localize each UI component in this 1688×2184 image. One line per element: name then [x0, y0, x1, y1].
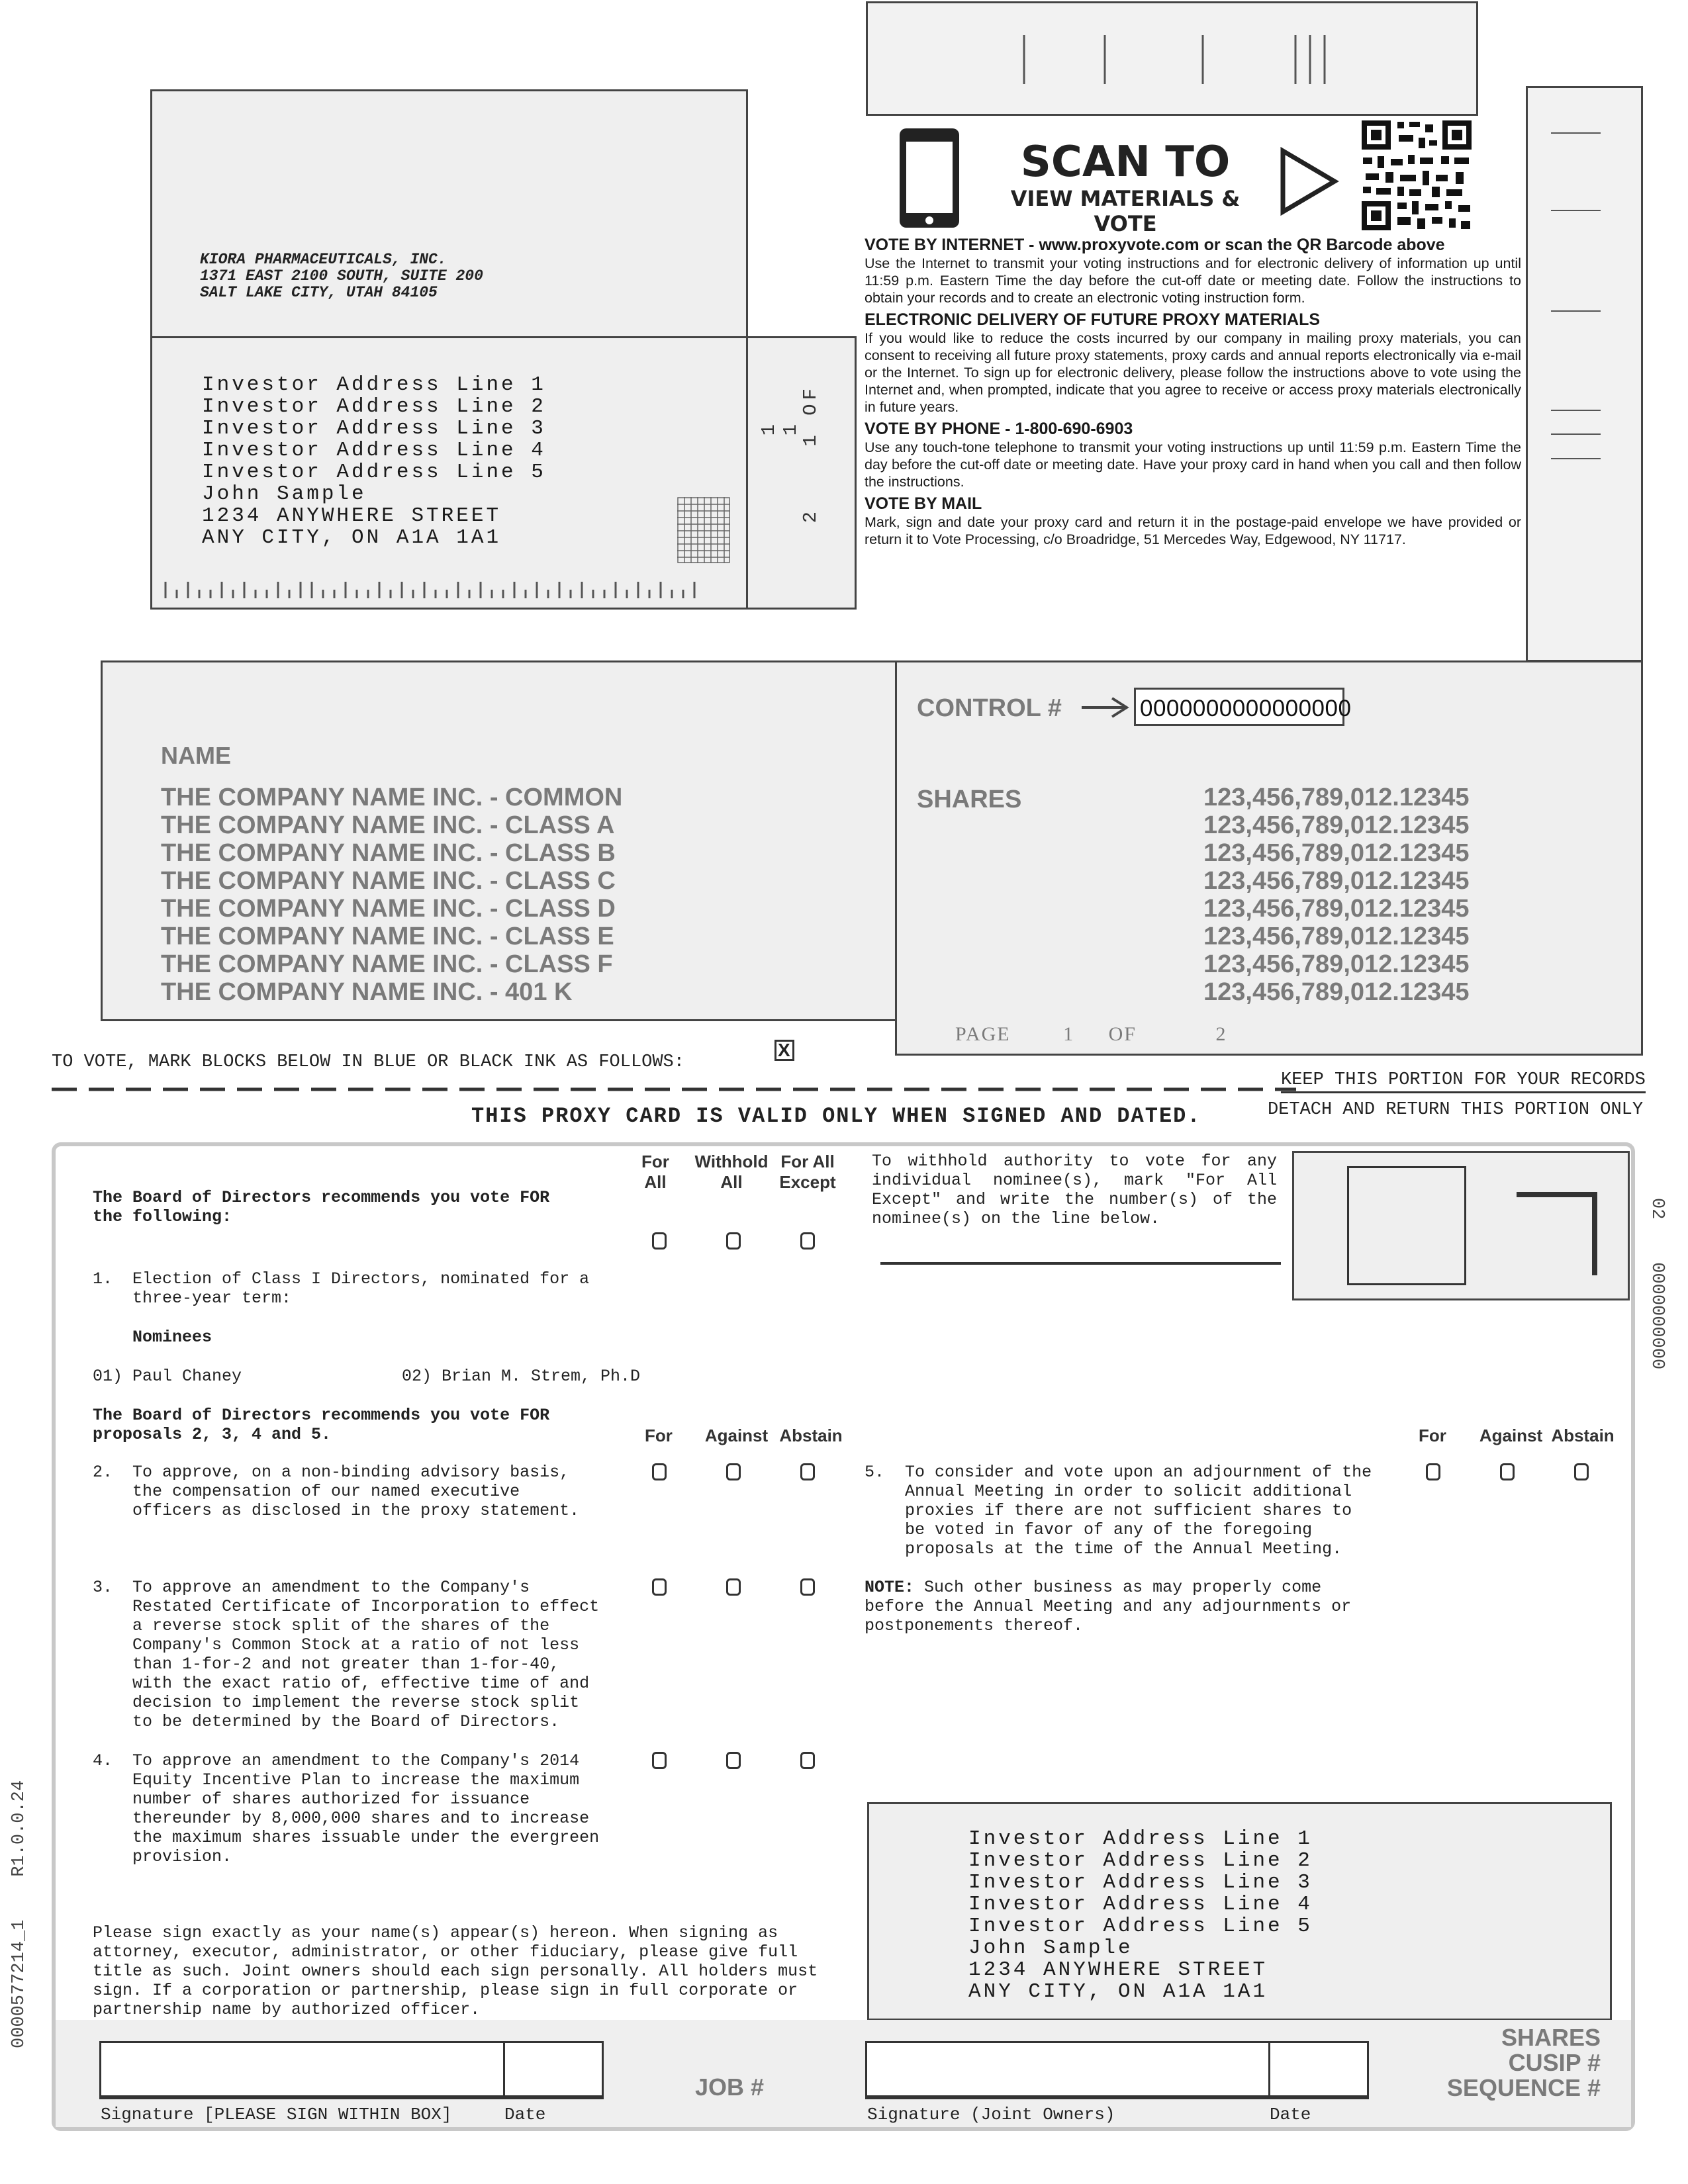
instruction-phone: [865, 420, 1521, 490]
company-name: THE COMPANY NAME INC. - COMMON: [161, 784, 623, 811]
item-3-abstain-checkbox[interactable]: [800, 1578, 815, 1596]
nominee-exception-line[interactable]: [880, 1262, 1281, 1265]
item-4-number: 4.: [93, 1751, 113, 1770]
share-amount: 123,456,789,012.12345: [1203, 811, 1470, 839]
note-label: NOTE:: [865, 1578, 915, 1597]
investor-line: Investor Address Line 5: [202, 461, 546, 484]
mark-example: X: [778, 1040, 790, 1060]
name-label: NAME: [161, 742, 231, 769]
barcode-corner-panel: [1292, 1151, 1630, 1300]
item-5-for-checkbox[interactable]: [1426, 1463, 1440, 1480]
control-number-box: [1134, 688, 1352, 726]
item-2-number: 2.: [93, 1463, 113, 1482]
mark-instruction: TO VOTE, MARK BLOCKS BELOW IN BLUE OR BLACK INK AS FOLLOWS:: [52, 1052, 684, 1072]
withhold-all-checkbox[interactable]: [726, 1232, 741, 1250]
instruction-text: Use the Internet to transmit your voting instructions and for electronic delivery of information up until 11:59 p.m. Eastern Time the day before the cut-off date or meeting date. Follow the instructions to obtain your records and to create an electronic voting instruction form.: [865, 255, 1521, 306]
share-amount: 123,456,789,012.12345: [1203, 784, 1470, 811]
page-indicator: [955, 1023, 1227, 1046]
instruction-heading: VOTE BY INTERNET - www.proxyvote.com or scan the QR Barcode above: [865, 236, 1445, 254]
shares-footer-label: SHARES: [1501, 2024, 1601, 2051]
company-name: THE COMPANY NAME INC. - CLASS F: [161, 950, 613, 978]
company-name: THE COMPANY NAME INC. - CLASS A: [161, 811, 615, 839]
investor-line: John Sample: [202, 482, 367, 506]
barcode-marks: [868, 3, 1480, 118]
col-withhold-all: Withhold All: [694, 1152, 769, 1192]
detach-portion-label: DETACH AND RETURN THIS PORTION ONLY: [1268, 1100, 1644, 1120]
shares-cusip-sequence: [1390, 2025, 1601, 2101]
item-2-against-checkbox[interactable]: [726, 1463, 741, 1480]
instruction-heading: VOTE BY MAIL: [865, 494, 982, 513]
col-against: Against: [704, 1426, 769, 1445]
scan-to-subtitle: VIEW MATERIALS & VOTE: [1010, 186, 1241, 236]
share-amount: 123,456,789,012.12345: [1203, 923, 1470, 950]
item-5-abstain-checkbox[interactable]: [1574, 1463, 1589, 1480]
investor-address-window: [150, 336, 748, 610]
col-for-all: For All: [641, 1152, 669, 1192]
investor-line: Investor Address Line 5: [968, 1915, 1313, 1938]
note-text: Such other business as may properly come before the Annual Meeting and any adjournments or postponements thereof.: [865, 1578, 1352, 1635]
share-amount: 123,456,789,012.12345: [1203, 978, 1470, 1006]
sheet-count-total: 2: [800, 512, 821, 523]
date-box[interactable]: [503, 2041, 604, 2099]
sheet-counter-panel: [746, 336, 857, 610]
holdings-name-panel: [101, 660, 897, 1021]
withhold-instruction: To withhold authority to vote for any individual nominee(s), mark "For All Except" and write the number(s) of the nominee(s) on the line below.: [872, 1152, 1277, 1228]
instruction-electronic-delivery: [865, 310, 1521, 416]
instruction-heading: VOTE BY PHONE - 1-800-690-6903: [865, 420, 1133, 438]
investor-address-block: [202, 374, 546, 549]
cusip-label: CUSIP #: [1508, 2049, 1601, 2076]
control-label: CONTROL #: [917, 694, 1062, 722]
investor-line: 1234 ANYWHERE STREET: [968, 1958, 1268, 1981]
share-amount: 123,456,789,012.12345: [1203, 895, 1470, 923]
smartphone-icon: [897, 126, 963, 232]
signature-label: Signature [PLEASE SIGN WITHIN BOX]: [101, 2105, 452, 2124]
note: [865, 1578, 1351, 1635]
play-arrow-icon: [1278, 147, 1340, 216]
signature-box[interactable]: [99, 2041, 505, 2099]
instruction-internet: [865, 236, 1521, 306]
corner-square: [1347, 1166, 1466, 1285]
return-address-window: [867, 1802, 1612, 2021]
col-abstain: Abstain: [779, 1426, 843, 1445]
return-address-block: [968, 1828, 1313, 2003]
investor-line: Investor Address Line 1: [202, 373, 546, 396]
share-amount: 123,456,789,012.12345: [1203, 950, 1470, 978]
col-for: For: [645, 1426, 673, 1445]
nominee-1: 01) Paul Chaney: [93, 1367, 242, 1386]
shares-label: SHARES: [917, 786, 1022, 813]
holdings-shares-panel: [895, 660, 1643, 1056]
shares-list: [1203, 784, 1470, 1006]
item-3-against-checkbox[interactable]: [726, 1578, 741, 1596]
instruction-mail: [865, 494, 1521, 548]
corner-bracket: [1513, 1189, 1605, 1282]
investor-line: Investor Address Line 3: [968, 1871, 1313, 1894]
for-all-checkbox[interactable]: [652, 1232, 667, 1250]
mark-example-box: [774, 1040, 794, 1061]
voting-instructions: [865, 236, 1521, 548]
item-5-against-checkbox[interactable]: [1500, 1463, 1515, 1480]
item-3-number: 3.: [93, 1578, 113, 1597]
page-of: OF: [1108, 1023, 1137, 1045]
investor-line: Investor Address Line 2: [202, 395, 546, 418]
page-current: 1: [1063, 1023, 1075, 1045]
company-name: THE COMPANY NAME INC. - CLASS D: [161, 895, 616, 923]
item-3-text: To approve an amendment to the Company's Restated Certificate of Incorporation to effect a reverse stock split of the shares of the Company's Common Stock at a ratio of not less than 1-for-2 and not greater than 1-for-40, with the exact ratio of, effective time of and decision to implement the reverse stock split to be determined by the Board of Directors.: [132, 1578, 600, 1731]
nominees-label: Nominees: [132, 1328, 212, 1347]
investor-line: Investor Address Line 2: [968, 1849, 1313, 1872]
issuer-address-line-1: 1371 EAST 2100 SOUTH, SUITE 200: [200, 267, 483, 285]
item-5-number: 5.: [865, 1463, 885, 1482]
control-number: 0000000000000000: [1140, 696, 1352, 721]
postal-barcode: [162, 575, 725, 602]
col-for-all-except: For All Except: [779, 1152, 836, 1192]
arrow-right-icon: [1079, 694, 1132, 721]
issuer-name: KIORA PHARMACEUTICALS, INC.: [200, 251, 447, 268]
instruction-text: Use any touch-tone telephone to transmit your voting instructions up until 11:59 p.m. Eastern Time the day before the cut-off date or meeting date. Have your proxy card in hand when you call and then follow the instructions.: [865, 439, 1521, 490]
col-for-right: For: [1419, 1426, 1446, 1445]
joint-date-label: Date: [1270, 2105, 1311, 2124]
joint-signature-label: Signature (Joint Owners): [867, 2105, 1115, 2124]
instruction-text: If you would like to reduce the costs incurred by our company in mailing proxy materials, you can consent to receiving all future proxy statements, proxy cards and annual reports electronically via e-mail or the Internet. To sign up for electronic delivery, please follow the instructions above to vote using the Internet and, when prompted, indicate that you agree to receive or access proxy materials electronically in future years.: [865, 330, 1521, 415]
item-5-text: To consider and vote upon an adjournment of the Annual Meeting in order to solicit additional proxies if there are not sufficient shares to be voted in favor of any of the foregoing proposals at the time of the Annual Meeting.: [905, 1463, 1372, 1559]
investor-line: John Sample: [968, 1936, 1133, 1960]
right-tick-strip: [1526, 86, 1643, 662]
job-number-label: JOB #: [695, 2073, 765, 2101]
investor-line: 1234 ANYWHERE STREET: [202, 504, 502, 527]
instruction-text: Mark, sign and date your proxy card and return it in the postage-paid envelope we have provided or return it to Vote Processing, c/o Broadridge, 51 Mercedes Way, Edgewood, NY 11717.: [865, 514, 1521, 547]
item-4-against-checkbox[interactable]: [726, 1752, 741, 1769]
sheet-count-1-of: 1 OF: [800, 385, 821, 447]
for-all-except-checkbox[interactable]: [800, 1232, 815, 1250]
item-2-text: To approve, on a non-binding advisory basis, the compensation of our named executive officers as disclosed in the proxy statement.: [132, 1463, 580, 1520]
issuer-address-line-2: SALT LAKE CITY, UTAH 84105: [200, 284, 438, 301]
item-3-for-checkbox[interactable]: [652, 1578, 667, 1596]
joint-signature-box[interactable]: [865, 2041, 1270, 2099]
scan-to-title: SCAN TO: [1020, 138, 1231, 187]
company-name: THE COMPANY NAME INC. - 401 K: [161, 978, 573, 1006]
company-name: THE COMPANY NAME INC. - CLASS E: [161, 923, 614, 950]
item-1-number: 1.: [93, 1269, 113, 1289]
qr-code: [1359, 118, 1475, 234]
sequence-label: SEQUENCE #: [1446, 2074, 1601, 2101]
investor-line: Investor Address Line 1: [968, 1827, 1313, 1850]
instruction-heading: ELECTRONIC DELIVERY OF FUTURE PROXY MATERIALS: [865, 310, 1321, 329]
date-label: Date: [504, 2105, 546, 2124]
company-list: [161, 784, 622, 1006]
investor-line: Investor Address Line 4: [202, 439, 546, 462]
share-amount: 123,456,789,012.12345: [1203, 867, 1470, 895]
item-2-for-checkbox[interactable]: [652, 1463, 667, 1480]
tick-marks: [1528, 88, 1645, 664]
sheet-count-b: 1: [758, 424, 780, 436]
detach-dashed-line: [52, 1086, 1296, 1093]
company-name: THE COMPANY NAME INC. - CLASS C: [161, 867, 616, 895]
signing-instruction: Please sign exactly as your name(s) appear(s) hereon. When signing as attorney, executor, administrator, or other fiduciary, please give full title as such. Joint owners should each sign personally. All holders must sign. If a corporation or partnership, please sign in full corporate or partnership name by authorized officer.: [93, 1923, 818, 2019]
col-against-right: Against: [1479, 1426, 1543, 1445]
nominee-2: 02) Brian M. Strem, Ph.D: [402, 1367, 641, 1386]
keep-portion-label: KEEP THIS PORTION FOR YOUR RECORDS: [1281, 1070, 1646, 1093]
investor-line: ANY CITY, ON A1A 1A1: [202, 526, 502, 549]
item-2-abstain-checkbox[interactable]: [800, 1463, 815, 1480]
issuer-envelope-window: [150, 89, 748, 338]
left-side-code: 0000577214_1 R1.0.0.24: [9, 1780, 29, 2048]
sheet-count-a: 1: [780, 424, 802, 436]
board-recommendation-2: The Board of Directors recommends you vote FOR proposals 2, 3, 4 and 5.: [93, 1406, 550, 1444]
item-4-for-checkbox[interactable]: [652, 1752, 667, 1769]
investor-line: Investor Address Line 4: [968, 1893, 1313, 1916]
company-name: THE COMPANY NAME INC. - CLASS B: [161, 839, 616, 867]
col-abstain-right: Abstain: [1551, 1426, 1615, 1445]
investor-line: Investor Address Line 3: [202, 417, 546, 440]
item-4-abstain-checkbox[interactable]: [800, 1752, 815, 1769]
top-barcode-panel: [866, 1, 1478, 116]
share-amount: 123,456,789,012.12345: [1203, 839, 1470, 867]
item-1-text: Election of Class I Directors, nominated for a three-year term:: [132, 1269, 590, 1308]
right-side-code: 02 0000000000: [1647, 1198, 1667, 1370]
investor-line: ANY CITY, ON A1A 1A1: [968, 1980, 1268, 2003]
joint-date-box[interactable]: [1268, 2041, 1369, 2099]
item-4-text: To approve an amendment to the Company's 2014 Equity Incentive Plan to increase the maximum number of shares authorized for issuance thereunder by 8,000,000 shares and to increase the maximum shares issuable under the evergreen provision.: [132, 1751, 600, 1866]
validity-statement: THIS PROXY CARD IS VALID ONLY WHEN SIGNED AND DATED.: [471, 1104, 1201, 1128]
board-recommendation-1: The Board of Directors recommends you vote FOR the following:: [93, 1188, 550, 1226]
page-label: PAGE: [955, 1023, 1011, 1045]
page-total: 2: [1215, 1023, 1227, 1045]
